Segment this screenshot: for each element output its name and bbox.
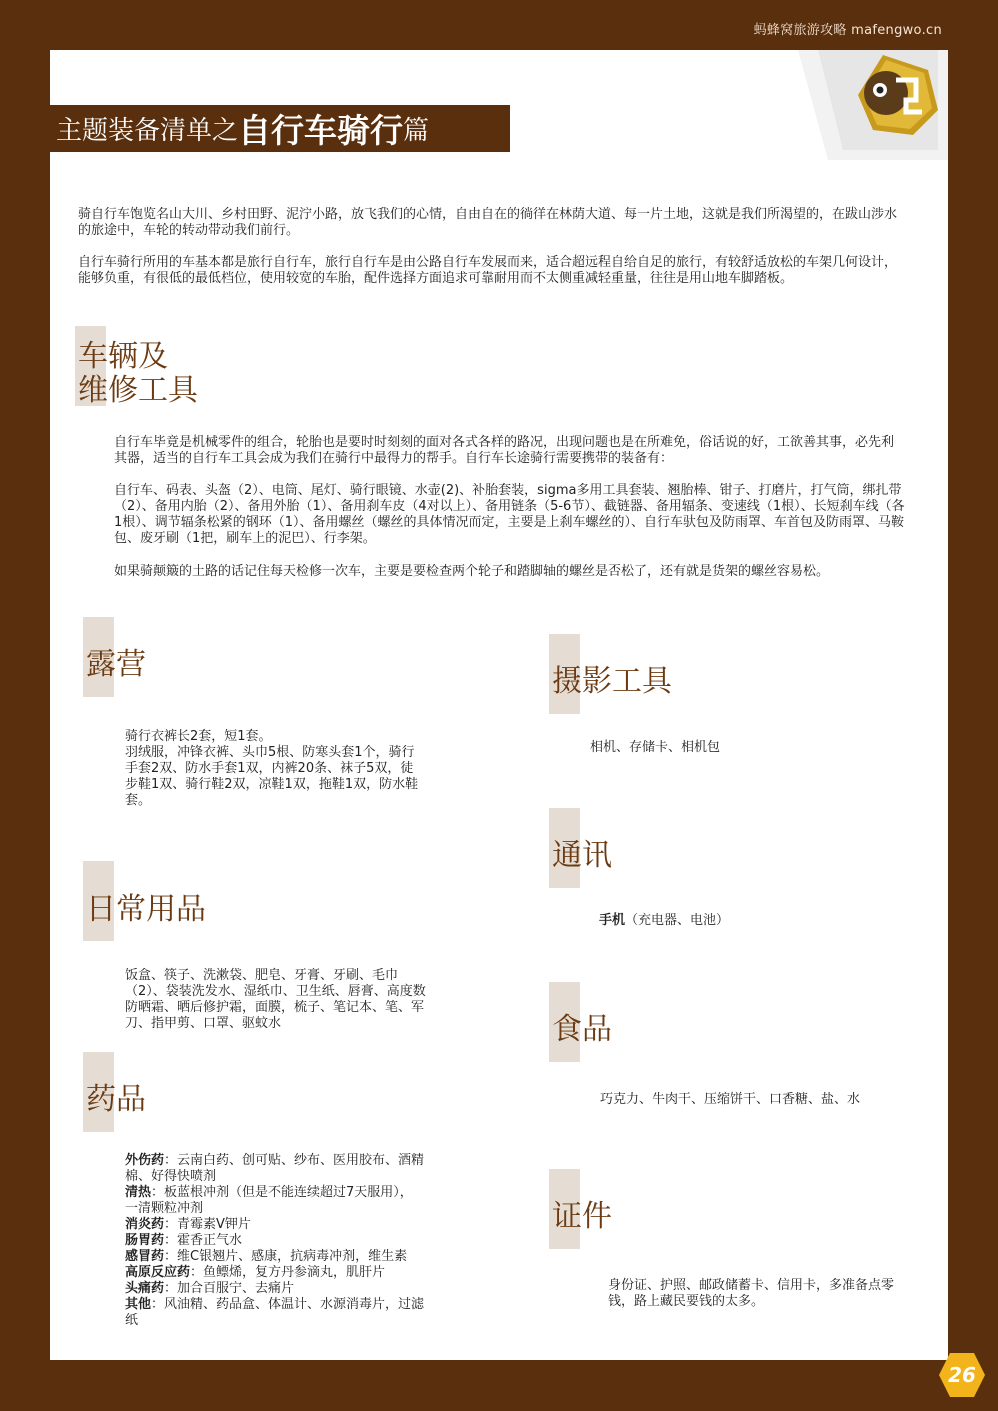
medicine-label: 清热 [125,1185,152,1200]
comm-label: 手机 [599,913,626,928]
medicine-label: 其他 [125,1297,152,1312]
medicine-item [125,1217,425,1233]
medicine-list [125,1153,425,1329]
medicine-item [125,1233,425,1249]
title-part2: 自行车骑行 [238,111,404,150]
medicine-item [125,1153,425,1185]
heading-docs: 证件 [552,1199,612,1234]
medicine-item [125,1249,425,1265]
comm-detail: （充电器、电池） [625,913,730,928]
heading-vehicle-line1: 车辆及 [78,339,168,374]
medicine-text: ：云南白药、创可贴、纱布、医用胶布、酒精棉、好得快喷剂 [125,1153,425,1184]
heading-medicine: 药品 [86,1082,146,1117]
medicine-label: 消炎药 [125,1217,165,1232]
daily-text: 饭盒、筷子、洗漱袋、肥皂、牙膏、牙刷、毛巾（2）、袋装洗发水、湿纸巾、卫生纸、唇膏、高度数防晒霜、晒后修护霜，面膜，梳子、笔记本、笔、军刀、指甲剪、口罩、驱蚊水 [125,968,426,1031]
vehicle-paragraph-2: 自行车、码表、头盔（2）、电筒、尾灯、骑行眼镜、水壶(2)、补胎套装，sigma多用工具套装、翘胎棒、钳子、打磨片，打气筒，绑扎带（2）、备用内胎（2）、备用外胎（1）、备用刹车皮（4对以上）、备用链条（5-6节）、截链器、备用辐条、变速线（1根）、长短刹车线（各1根）、调节辐条松紧的钢环（1）、备用螺丝（螺丝的具体情况而定，主要是上刹车螺丝的）、自行车驮包及防雨罩、车首包及防雨罩、马鞍包、废牙刷（1把，刷车上的泥巴）、行李架。 [114,483,905,546]
medicine-label: 感冒药 [125,1249,165,1264]
title-part1: 主题装备清单之 [56,116,239,146]
page [50,50,948,1360]
heading-food: 食品 [552,1012,612,1047]
heading-comm: 通讯 [552,838,612,873]
medicine-text: ：加合百服宁、去痛片 [164,1281,295,1296]
page-title [50,105,510,152]
medicine-text: ：霍香正气水 [164,1233,243,1248]
food-text: 巧克力、牛肉干、压缩饼干、口香糖、盐、水 [600,1092,861,1107]
medicine-item [125,1281,425,1297]
heading-daily: 日常用品 [86,892,206,927]
medicine-label: 外伤药 [125,1153,165,1168]
camping-line-1: 骑行衣裤长2套，短1套。 [125,729,272,744]
medicine-label: 高原反应药 [125,1265,191,1280]
vehicle-paragraph-3: 如果骑颠簸的土路的话记住每天检修一次车，主要是要检查两个轮子和踏脚轴的螺丝是否松了，还有就是货架的螺丝容易松。 [114,564,830,579]
medicine-label: 头痛药 [125,1281,165,1296]
heading-vehicle-line2: 维修工具 [78,373,198,408]
comm-text [599,913,899,929]
heading-camping: 露营 [86,647,146,682]
medicine-text: ：维C银翘片、感康，抗病毒冲剂，维生素 [164,1249,408,1264]
brand-text: 蚂蜂窝旅游攻略 mafengwo.cn [753,23,942,38]
vehicle-paragraph-1: 自行车毕竟是机械零件的组合，轮胎也是要时时刻刻的面对各式各样的路况，出现问题也是在所难免，俗话说的好，工欲善其事，必先利其器，适当的自行车工具会成为我们在骑行中最得力的帮手。自行车长途骑行需要携带的装备有： [114,435,895,466]
mafengwo-logo-icon [788,50,948,160]
medicine-label: 肠胃药 [125,1233,165,1248]
intro-paragraph-2: 自行车骑行所用的车基本都是旅行自行车，旅行自行车是由公路自行车发展而来，适合超远程自给自足的旅行，有较舒适放松的车架几何设计，能够负重，有很低的最低档位，使用较宽的车胎，配件选择方面追求可靠耐用而不太侧重减轻重量，往往是用山地车脚踏板。 [78,255,898,286]
camping-line-2: 羽绒服，冲锋衣裤、头巾5根、防寒头套1个，骑行手套2双、防水手套1双，内裤20条、袜子5双，徒步鞋1双、骑行鞋2双，凉鞋1双，拖鞋1双，防水鞋套。 [125,745,419,808]
medicine-text: ：板蓝根冲剂（但是不能连续超过7天服用），一清颗粒冲剂 [125,1185,413,1216]
medicine-item [125,1185,425,1217]
medicine-item [125,1265,425,1281]
intro-paragraph-1: 骑自行车饱览名山大川、乡村田野、泥泞小路，放飞我们的心情，自由自在的徜徉在林荫大道、每一片土地，这就是我们所渴望的，在跋山涉水的旅途中，车轮的转动带动我们前行。 [78,207,898,238]
docs-text: 身份证、护照、邮政储蓄卡、信用卡，多准备点零钱，路上藏民要钱的太多。 [608,1278,895,1309]
page-number-badge [938,1351,986,1399]
page-number: 26 [948,1363,976,1387]
medicine-text: ：风油精、药品盒、体温计、水源消毒片，过滤纸 [125,1297,425,1328]
heading-photo: 摄影工具 [552,664,672,699]
title-part3: 篇 [403,116,430,146]
medicine-text: ：青霉素V钾片 [164,1217,251,1232]
photo-text: 相机、存储卡、相机包 [590,740,721,755]
medicine-text: ：鱼鳔烯，复方丹参滴丸，肌肝片 [190,1265,386,1280]
medicine-item [125,1297,425,1329]
